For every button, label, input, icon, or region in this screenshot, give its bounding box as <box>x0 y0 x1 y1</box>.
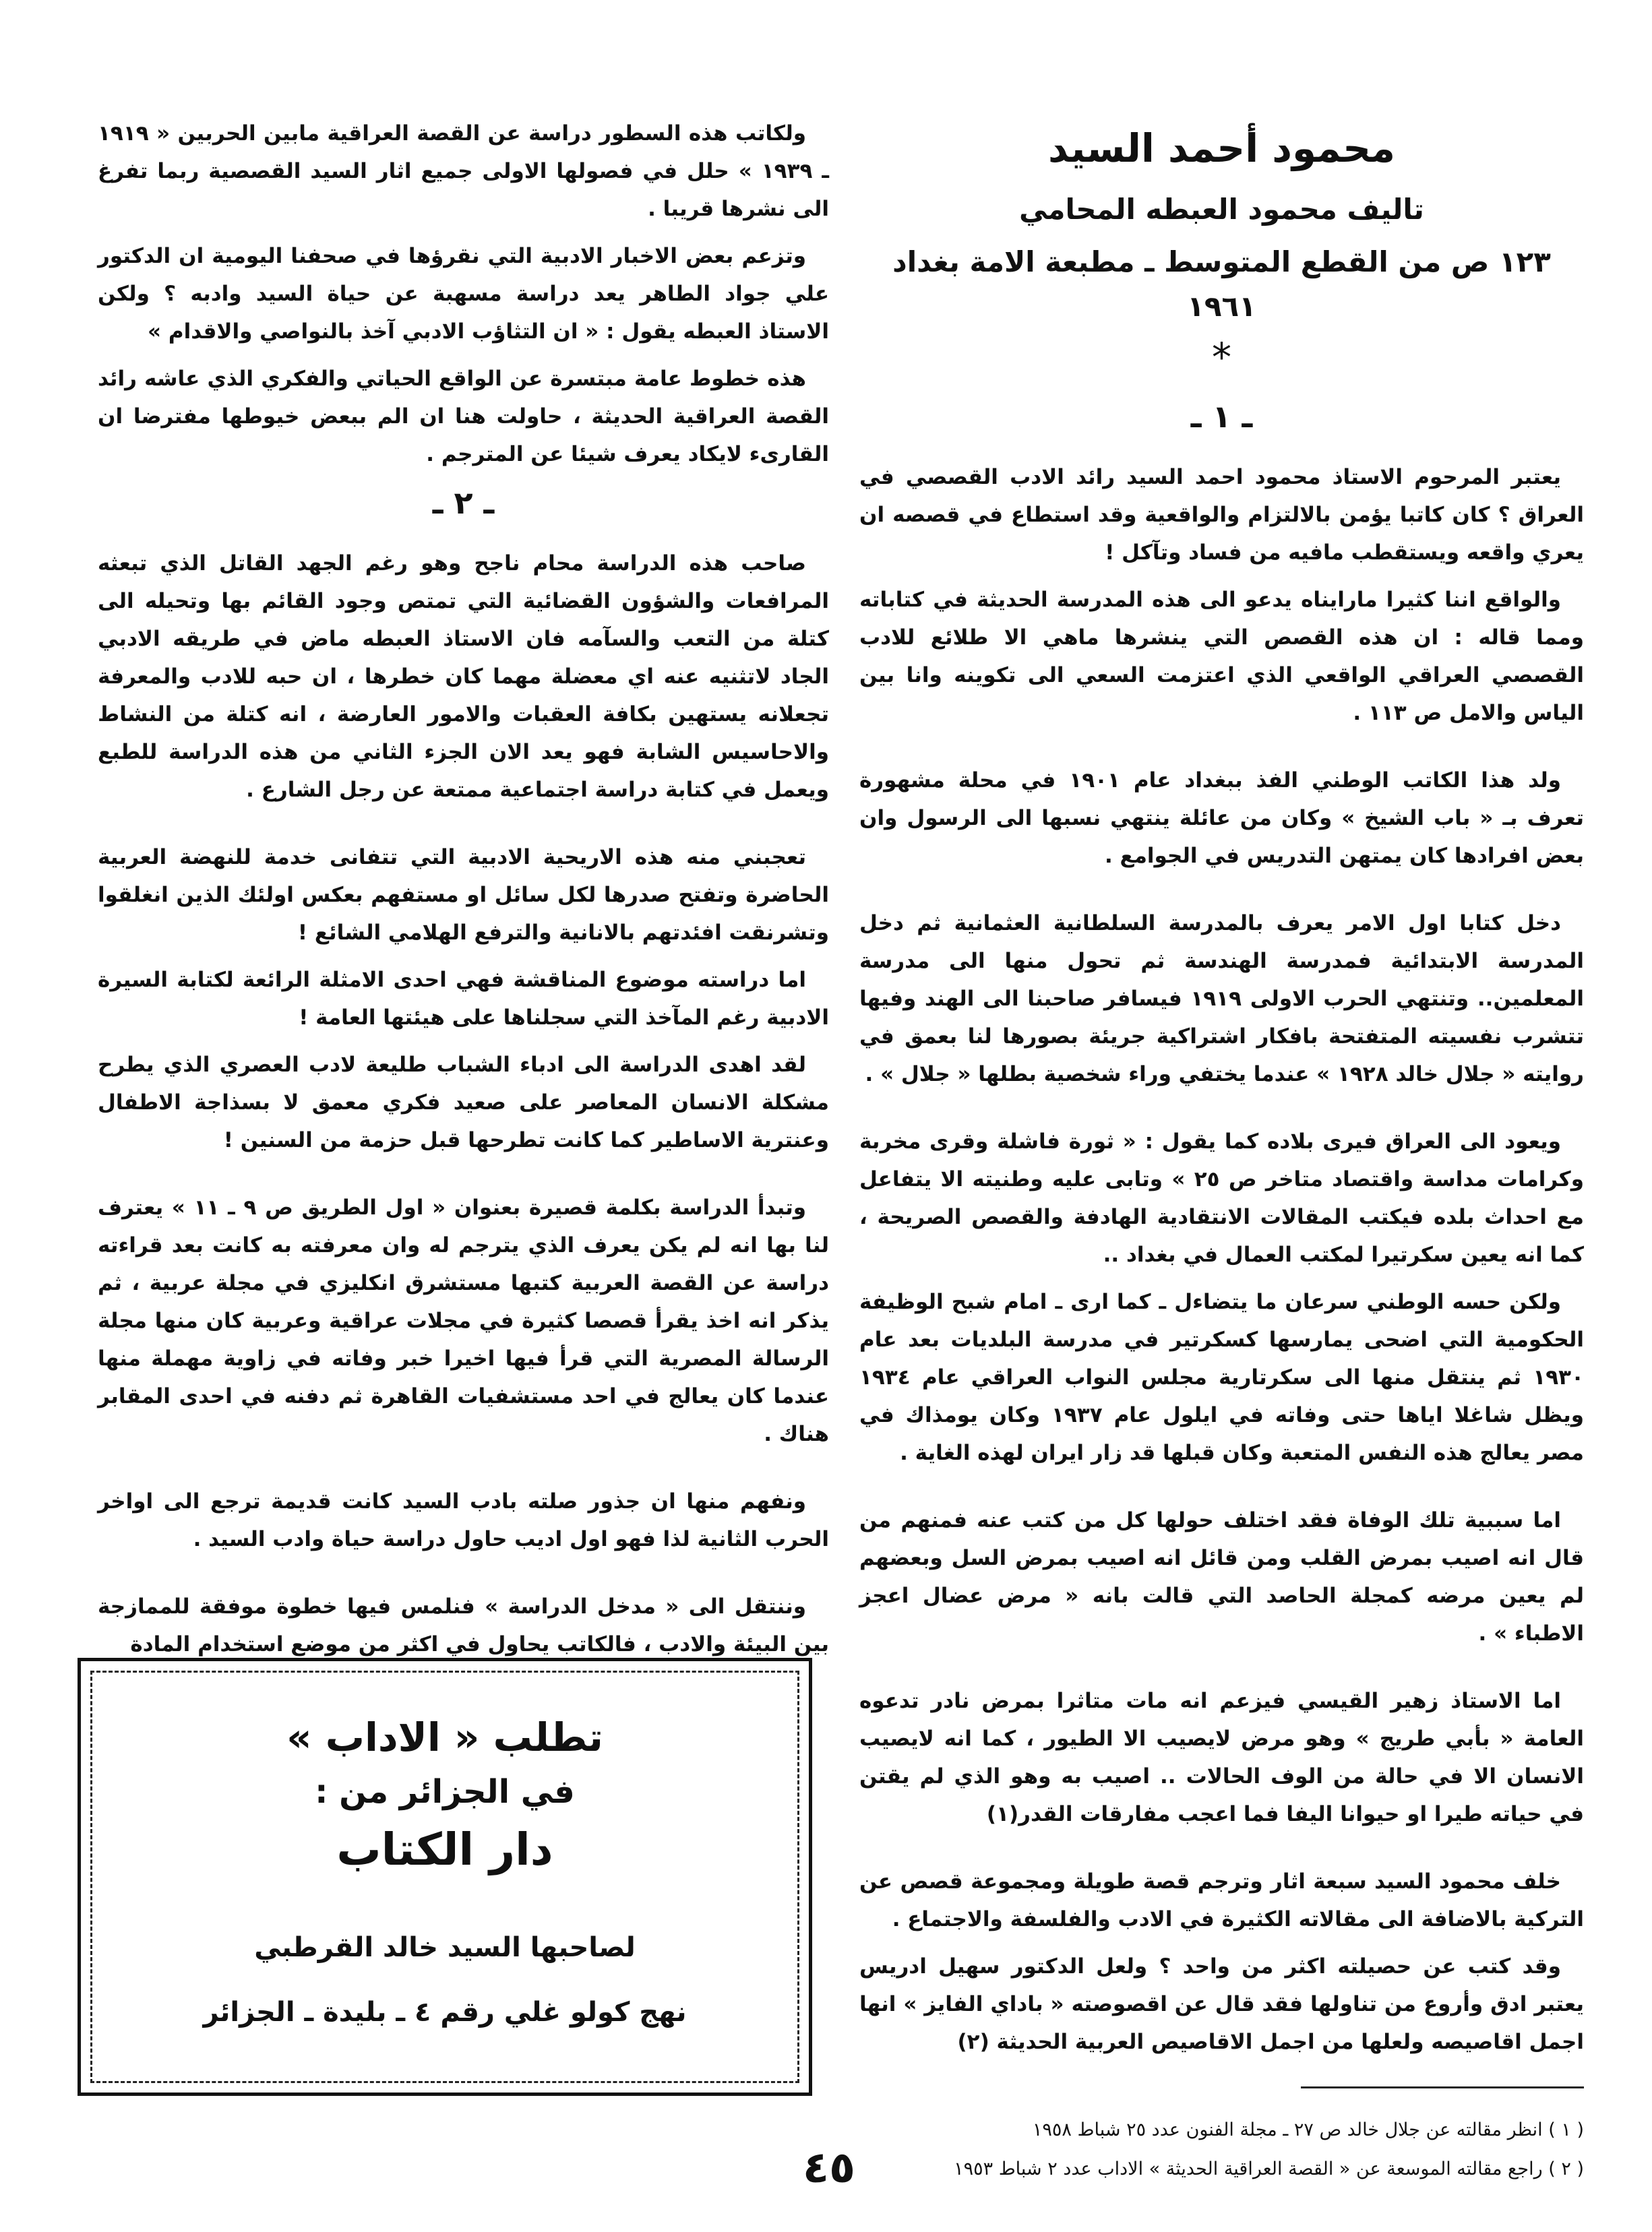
paragraph: ولكن حسه الوطني سرعان ما يتضاءل ـ كما ارى ـ امام شبح الوظيفة الحكومية التي اضحى يمارسها كسكرتير في مدرسة البلديات بعد عام ١٩٣٠ ثم ينتقل منها الى سكرتارية مجلس النواب العراقي عام ١٩٣٤ ويظل شاغلا اياها حتى وفاته في ايلول عام ١٩٣٧ وكان يومذاك في مصر يعالج هذه النفس المتعبة وكان قبلها قد زار ايران لهذه الغاية . <box>859 1290 1584 1465</box>
article-author-line: تاليف محمود العبطه المحامي <box>1019 193 1424 226</box>
paragraph: ولد هذا الكاتب الوطني الفذ ببغداد عام ١٩٠١ في محلة مشهورة تعرف بـ « باب الشيخ » وكان من عائلة ينتهي نسبها الى الرسول وان بعض افرادها كان يمتهن التدريس في الجوامع . <box>859 768 1584 868</box>
paragraph: هذه خطوط عامة مبتسرة عن الواقع الحياتي والفكري الذي عاشه رائد القصة العراقية الحديثة ، حاولت هنا ان الم ببعض خيوطها مفترضا ان القارىء لايكاد يعرف شيئا عن المترجم . <box>98 367 829 466</box>
paragraph: ويعود الى العراق فيرى بلاده كما يقول : « ثورة فاشلة وقرى مخربة وكرامات مداسة واقتصاد متاخر ص ٢٥ » وتابى عليه وطنيته الا يتفاعل مع احداث بلده فيكتب المقالات الانتقادية الهادفة والقصص الصريحة ، كما انه يعين سكرتيرا لمكتب العمال في بغداد .. <box>859 1129 1584 1267</box>
right-column <box>859 115 1584 2194</box>
paragraph: دخل كتابا اول الامر يعرف بالمدرسة السلطانية العثمانية ثم دخل المدرسة الابتدائية فمدرسة الهندسة ثم تحول منها الى مدرسة المعلمين.. وتنتهي الحرب الاولى ١٩١٩ فيسافر صاحبنا الى الهند وفيها تتشرب نفسيته المتفتحة بافكار اشتراكية جريئة بصورها لنا بعمق في روايته « جلال خالد ١٩٢٨ » عندما يختفي وراء شخصية بطلها « جلال » . <box>859 911 1584 1086</box>
paragraph: والواقع اننا كثيرا مارايناه يدعو الى هذه المدرسة الحديثة في كتاباته ومما قاله : ان هذه القصص التي ينشرها ماهي الا طلائع للادب القصصي العراقي الواقعي الذي اعتزمت السعي الى تكوينه وانا بين الياس والامل ص ١١٣ . <box>859 588 1584 725</box>
paragraph: وتبدأ الدراسة بكلمة قصيرة بعنوان « اول الطريق ص ٩ ـ ١١ » يعترف لنا بها انه لم يكن يعرف الذي يترجم له وان معرفته به كانت بعد قراءته دراسة عن القصة العربية كتبها مستشرق انكليزي في مجلة عربية ، ثم يذكر انه اخذ يقرأ قصصا كثيرة في مجلات عراقية وعربية كان منها مجلة الرسالة المصرية التي قرأ فيها اخيرا خبر وفاته في زاوية مهملة منها عندما كان يعالج في احد مستشفيات القاهرة ثم دفنه في احدى المقابر هناك . <box>98 1196 829 1446</box>
advertisement-box <box>78 1658 812 2096</box>
footnote-divider <box>1301 2086 1584 2088</box>
paragraph: خلف محمود السيد سبعة اثار وترجم قصة طويلة ومجموعة قصص عن التركية بالاضافة الى مقالاته الكثيرة في الادب والفلسفة والاجتماع . <box>859 1869 1584 1931</box>
advertisement-title: تطلب « الاداب » <box>286 1714 603 1760</box>
footnote: ( ٢ ) راجع مقالته الموسعة عن « القصة العراقية الحديثة » الاداب عدد ٢ شباط ١٩٥٣ <box>954 2159 1584 2179</box>
article-publisher-line: ١٢٣ ص من القطع المتوسط ـ مطبعة الامة بغداد ١٩٦١ <box>892 245 1551 323</box>
section-1-label: ـ ١ ـ <box>1190 398 1253 435</box>
footnote: ( ١ ) انظر مقالته عن جلال خالد ص ٢٧ ـ مجلة الفنون عدد ٢٥ شباط ١٩٥٨ <box>1032 2119 1584 2140</box>
advertisement-house: دار الكتاب <box>336 1824 553 1876</box>
paragraph: صاحب هذه الدراسة محام ناجح وهو رغم الجهد القاتل الذي تبعثه المرافعات والشؤون القضائية التي تمتص وجود القائم بها وتحيله الى كتلة من التعب والسآمه فان الاستاذ العبطه ماض في طريقه الادبي الجاد لاتثنيه عنه اي معضلة مهما كان خطرها ، ان حبه للادب والمعرفة تجعلانه يستهين بكافة العقبات والامور العارضة ، انه كتلة من النشاط والاحاسيس الشابة فهو يعد الان الجزء الثاني من هذه الدراسة للطبع ويعمل في كتابة دراسة اجتماعية ممتعة عن رجل الشارع . <box>98 551 829 802</box>
paragraph: ونفهم منها ان جذور صلته بادب السيد كانت قديمة ترجع الى اواخر الحرب الثانية لذا فهو اول اديب حاول دراسة حياة وادب السيد . <box>98 1489 829 1551</box>
paragraph: وقد كتب عن حصيلته اكثر من واحد ؟ ولعل الدكتور سهيل ادريس يعتبر ادق وأروع من تناولها فقد قال عن اقصوصته « باداي الفايز » انها اجمل اقاصيصه ولعلها من اجمل الاقاصيص العربية الحديثة (٢) <box>859 1954 1584 2054</box>
page-number: ٤٥ <box>802 2143 856 2193</box>
paragraph: تعجبني منه هذه الاريحية الادبية التي تتفانى خدمة للنهضة العربية الحاضرة وتفتح صدرها لكل سائل او مستفهم بعكس اولئك الذين انغلقوا وتشرنقت افئدتهم بالانانية والترفع الهلامي الشائع ! <box>98 845 829 945</box>
paragraph: وننتقل الى « مدخل الدراسة » فنلمس فيها خطوة موفقة للممازجة بين البيئة والادب ، فالكاتب يحاول في اكثر من موضع استخدام المادة <box>98 1594 829 1656</box>
paragraph: اما سببية تلك الوفاة فقد اختلف حولها كل من كتب عنه فمنهم من قال انه اصيب بمرض القلب ومن قائل انه اصيب بمرض السل وبعضهم لم يعين مرضه كمجلة الحاصد التي قالت بانه « مرض عضال اعجز الاطباء » . <box>859 1508 1584 1646</box>
paragraph: وتزعم بعض الاخبار الادبية التي نقرؤها في صحفنا اليومية ان الدكتور علي جواد الطاهر يعد دراسة مسهبة عن حياة السيد وادبه ؟ ولكن الاستاذ العبطه يقول : « ان التثاؤب الادبي آخذ بالنواصي والاقدام » <box>98 244 829 344</box>
article-title: محمود أحمد السيد <box>1047 125 1396 171</box>
star-ornament: * <box>1212 334 1231 380</box>
paragraph: اما الاستاذ زهير القيسي فيزعم انه مات متاثرا بمرض نادر تدعوه العامة « بأبي طريج » وهو مرض لايصيب الا الطيور ، كما انه لايصيب الانسان الا في حالة من الوف الحالات .. اصيب به وهو الذي لم يقتن في حياته طيرا او حيوانا اليفا فما اعجب مفارقات القدر(١) <box>859 1689 1584 1826</box>
advertisement-owner: لصاحبها السيد خالد القرطبي <box>254 1932 636 1963</box>
left-column <box>98 115 829 1673</box>
advertisement-inner-border <box>90 1671 799 2083</box>
advertisement-subtitle: في الجزائر من : <box>315 1773 575 1811</box>
section-2-label: ـ ٢ ـ <box>432 485 495 521</box>
paragraph: يعتبر المرحوم الاستاذ محمود احمد السيد رائد الادب القصصي في العراق ؟ كان كاتبا يؤمن بالالتزام والواقعية وقد استطاع في قصصه ان يعري واقعه ويستقطب مافيه من فساد وتآكل ! <box>859 465 1584 565</box>
paragraph: اما دراسته موضوع المناقشة فهي احدى الامثلة الرائعة لكتابة السيرة الادبية رغم المآخذ التي سجلناها على هيئتها العامة ! <box>98 968 829 1030</box>
paragraph: لقد اهدى الدراسة الى ادباء الشباب طليعة لادب العصري الذي يطرح مشكلة الانسان المعاصر على صعيد فكري معمق لا بسذاجة الاطفال وعنترية الاساطير كما كانت تطرحها قبل حزمة من السنين ! <box>98 1053 829 1152</box>
advertisement-address: نهج كولو غلي رقم ٤ ـ بليدة ـ الجزائر <box>203 1997 687 2028</box>
paragraph: ولكاتب هذه السطور دراسة عن القصة العراقية مابين الحربين « ١٩١٩ ـ ١٩٣٩ » حلل في فصولها الاولى جميع اثار السيد القصصية ربما تفرغ الى نشرها قريبا . <box>98 121 830 221</box>
